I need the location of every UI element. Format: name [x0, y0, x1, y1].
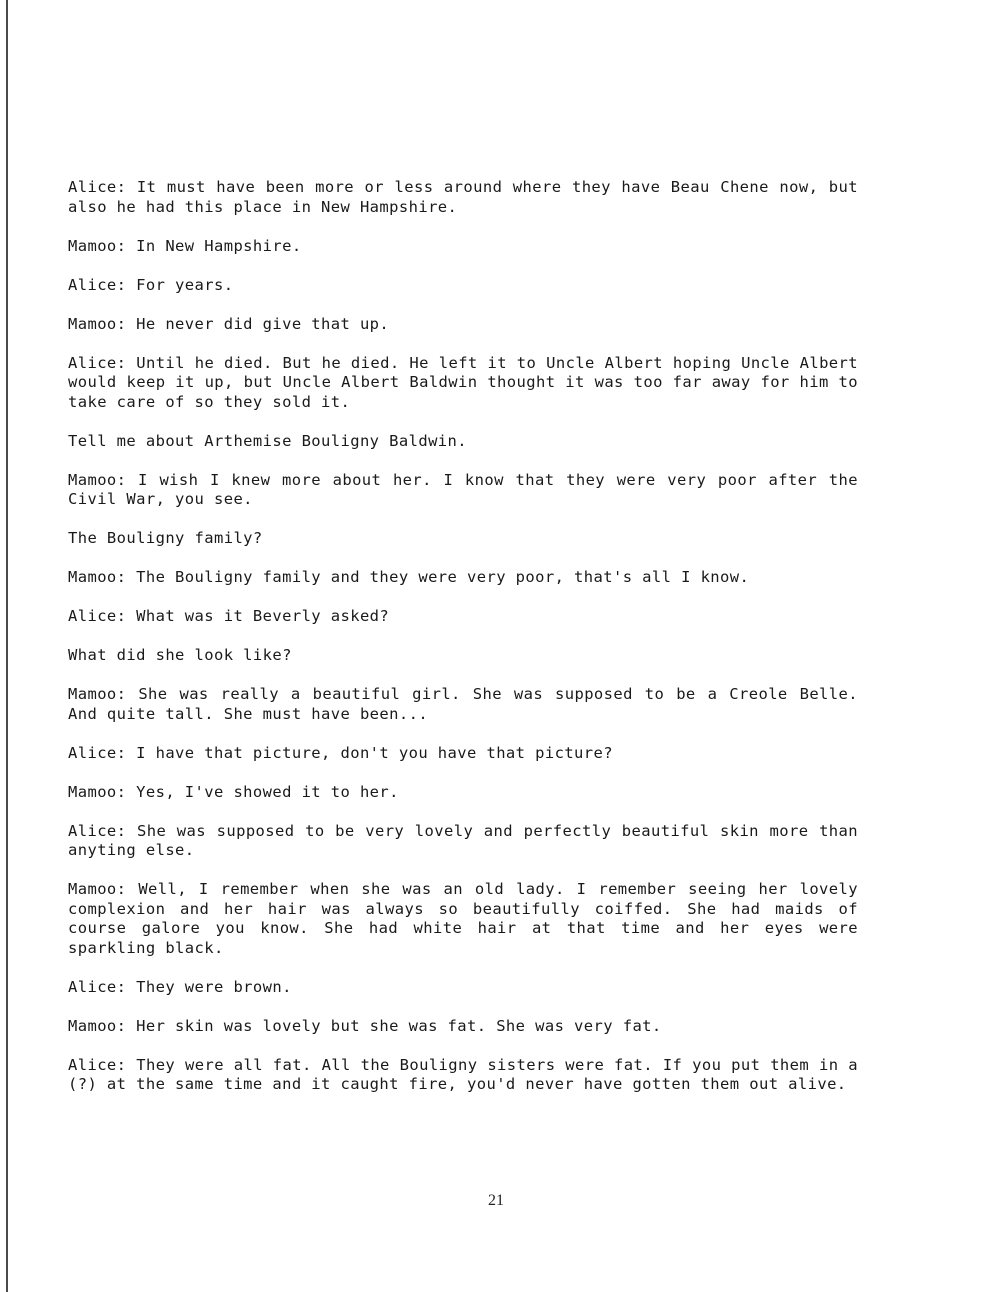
transcript-paragraph: Mamoo: Well, I remember when she was an old lady. I remember seeing her lovely complexion and her hair was always so beautifully coiffed. She had maids of course galore you know. She had white hair at that time and her eyes were sparkling black. [68, 880, 858, 957]
page-binding-edge [6, 0, 8, 1292]
transcript-paragraph: Mamoo: She was really a beautiful girl. She was supposed to be a Creole Belle. And quite tall. She must have been... [68, 685, 858, 723]
transcript-paragraph: Tell me about Arthemise Bouligny Baldwin. [68, 431, 468, 450]
transcript-paragraph: Alice: For years. [68, 275, 234, 294]
transcript-paragraph: Alice: I have that picture, don't you have that picture? [68, 743, 613, 762]
transcript-paragraph: Alice: She was supposed to be very lovely and perfectly beautiful skin more than anyting else. [68, 821, 858, 859]
transcript-paragraph: Mamoo: The Bouligny family and they were very poor, that's all I know. [68, 568, 750, 586]
transcript-paragraph: The Bouligny family? [68, 529, 263, 547]
transcript-paragraph: Alice: They were all fat. All the Bouligny sisters were fat. If you put them in a (?) at the same time and it caught fire, you'd never have gotten them out alive. [68, 1055, 858, 1093]
transcript-paragraph: Alice: It must have been more or less around where they have Beau Chene now, but also he had this place in New Hampshire. [68, 178, 858, 216]
transcript-paragraph: Alice: They were brown. [68, 977, 292, 996]
transcript-paragraph: Alice: What was it Beverly asked? [68, 607, 390, 625]
page-number: 21 [488, 1192, 504, 1209]
transcript-paragraph: Mamoo: Yes, I've showed it to her. [68, 782, 399, 801]
transcript-paragraph: Mamoo: In New Hampshire. [68, 236, 302, 255]
transcript-paragraph: Mamoo: Her skin was lovely but she was fat. She was very fat. [68, 1016, 662, 1035]
transcript-paragraph: What did she look like? [68, 646, 292, 664]
transcript-body [68, 178, 858, 1114]
transcript-paragraph: Alice: Until he died. But he died. He left it to Uncle Albert hoping Uncle Albert would keep it up, but Uncle Albert Baldwin thought it was too far away for him to take care of so they sold it. [68, 353, 858, 411]
transcript-paragraph: Mamoo: He never did give that up. [68, 314, 390, 333]
transcript-paragraph: Mamoo: I wish I knew more about her. I know that they were very poor after the Civil War, you see. [68, 470, 858, 508]
